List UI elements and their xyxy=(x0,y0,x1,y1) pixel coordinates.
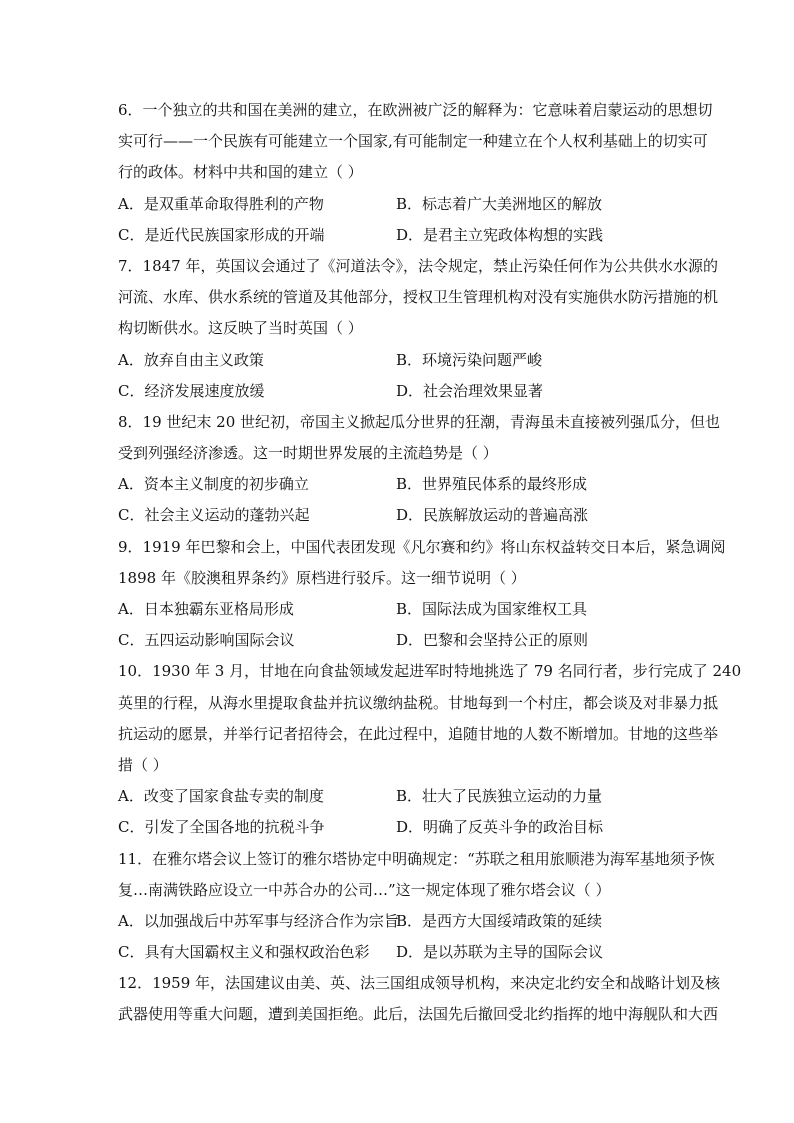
question-10-option-a: A．改变了国家食盐专卖的制度 xyxy=(118,787,324,806)
question-6-option-c: C．是近代民族国家形成的开端 xyxy=(118,225,325,244)
question-8-line-1: 8．19 世纪末 20 世纪初，帝国主义掀起瓜分世界的狂潮，青海虽未直接被列强瓜分，但也 xyxy=(118,412,721,431)
question-8-option-d: D．民族解放运动的普遍高涨 xyxy=(396,506,589,525)
question-9-line-2: 1898 年《胶澳租界条约》原档进行驳斥。这一细节说明（ ） xyxy=(118,568,526,587)
question-9-options-row-2 xyxy=(118,625,678,656)
question-list xyxy=(118,95,742,1031)
question-6-option-b: B．标志着广大美洲地区的解放 xyxy=(396,194,603,213)
question-7-option-d: D．社会治理效果显著 xyxy=(396,381,544,400)
question-11-option-a: A．以加强战后中苏军事与经济合作为宗旨 xyxy=(118,911,399,930)
question-9-option-d: D．巴黎和会坚持公正的原则 xyxy=(396,631,589,650)
question-9-options-row-1 xyxy=(118,594,678,625)
question-10-option-b: B．壮大了民族独立运动的力量 xyxy=(396,787,603,806)
question-7-option-c: C．经济发展速度放缓 xyxy=(118,381,265,400)
question-10-line-3: 抗运动的愿景，并举行记者招待会，在此过程中，追随甘地的人数不断增加。甘地的这些举 xyxy=(118,724,719,743)
question-7-line-2: 河流、水库、供水系统的管道及其他部分，授权卫生管理机构对没有实施供水防污措施的机 xyxy=(118,288,719,307)
question-7-line-3: 构切断供水。这反映了当时英国（ ） xyxy=(118,319,363,338)
question-6-option-a: A．是双重革命取得胜利的产物 xyxy=(118,194,324,213)
question-8-option-a: A．资本主义制度的初步确立 xyxy=(118,475,309,494)
question-6-options-row-2 xyxy=(118,220,678,251)
question-8-options-row-1 xyxy=(118,469,678,500)
question-6-option-d: D．是君主立宪政体构想的实践 xyxy=(396,225,604,244)
question-8-line-2: 受到列强经济渗透。这一时期世界发展的主流趋势是（ ） xyxy=(118,444,498,463)
question-7-option-b: B．环境污染问题严峻 xyxy=(396,350,543,369)
question-8-options-row-2 xyxy=(118,500,678,531)
question-9-line-1: 9．1919 年巴黎和会上，中国代表团发现《凡尔赛和约》将山东权益转交日本后，紧急调阅 xyxy=(118,537,726,556)
question-6-options-row-1 xyxy=(118,189,678,220)
question-11-line-1: 11．在雅尔塔会议上签订的雅尔塔协定中明确规定：“苏联之租用旅顺港为海军基地须予恢 xyxy=(118,849,715,868)
question-7-line-1: 7．1847 年，英国议会通过了《河道法令》，法令规定，禁止污染任何作为公共供水水源的 xyxy=(118,256,718,275)
question-12-line-2: 武器使用等重大问题，遭到美国拒绝。此后，法国先后撤回受北约指挥的地中海舰队和大西 xyxy=(118,1005,719,1024)
question-9-option-b: B．国际法成为国家维权工具 xyxy=(396,600,588,618)
question-11-line-2: 复…南满铁路应设立一中苏合办的公司…”这一规定体现了雅尔塔会议（ ） xyxy=(118,880,611,899)
question-10-line-1: 10．1930 年 3 月，甘地在向食盐领域发起进军时特地挑选了 79 名同行者，步行完成了 240 xyxy=(118,662,742,681)
question-9-option-a: A．日本独霸东亚格局形成 xyxy=(118,600,294,618)
question-6-line-2: 实可行——一个民族有可能建立一个国家,有可能制定一种建立在个人权利基础上的切实可 xyxy=(118,132,708,151)
question-6-line-3: 行的政体。材料中共和国的建立（ ） xyxy=(118,163,363,182)
question-9-option-c: C．五四运动影响国际会议 xyxy=(118,631,295,650)
question-11-options-row-1 xyxy=(118,906,678,937)
question-7-options-row-1 xyxy=(118,345,678,376)
question-6-line-1: 6．一个独立的共和国在美洲的建立，在欧洲被广泛的解释为：它意味着启蒙运动的思想切 xyxy=(118,101,713,119)
question-8-option-b: B．世界殖民体系的最终形成 xyxy=(396,475,588,494)
question-12-line-1: 12．1959 年，法国建议由美、英、法三国组成领导机构，来决定北约安全和战略计划及核 xyxy=(118,974,721,993)
question-10-option-c: C．引发了全国各地的抗税斗争 xyxy=(118,818,325,837)
question-10-line-2: 英里的行程，从海水里提取食盐并抗议缴纳盐税。甘地每到一个村庄，都会谈及对非暴力抵 xyxy=(118,693,719,712)
question-7-options-row-2 xyxy=(118,376,678,407)
question-10-option-d: D．明确了反英斗争的政治目标 xyxy=(396,818,604,837)
question-10-options-row-1 xyxy=(118,781,678,812)
question-11-options-row-2 xyxy=(118,937,678,968)
question-10-options-row-2 xyxy=(118,812,678,843)
question-10-line-4: 措（ ） xyxy=(118,755,168,774)
question-11-option-c: C．具有大国霸权主义和强权政治色彩 xyxy=(118,943,370,962)
question-7-option-a: A．放弃自由主义政策 xyxy=(118,350,264,369)
question-8-option-c: C．社会主义运动的蓬勃兴起 xyxy=(118,506,310,525)
question-11-option-d: D．是以苏联为主导的国际会议 xyxy=(396,943,604,962)
question-11-option-b: B．是西方大国绥靖政策的延续 xyxy=(396,911,603,930)
